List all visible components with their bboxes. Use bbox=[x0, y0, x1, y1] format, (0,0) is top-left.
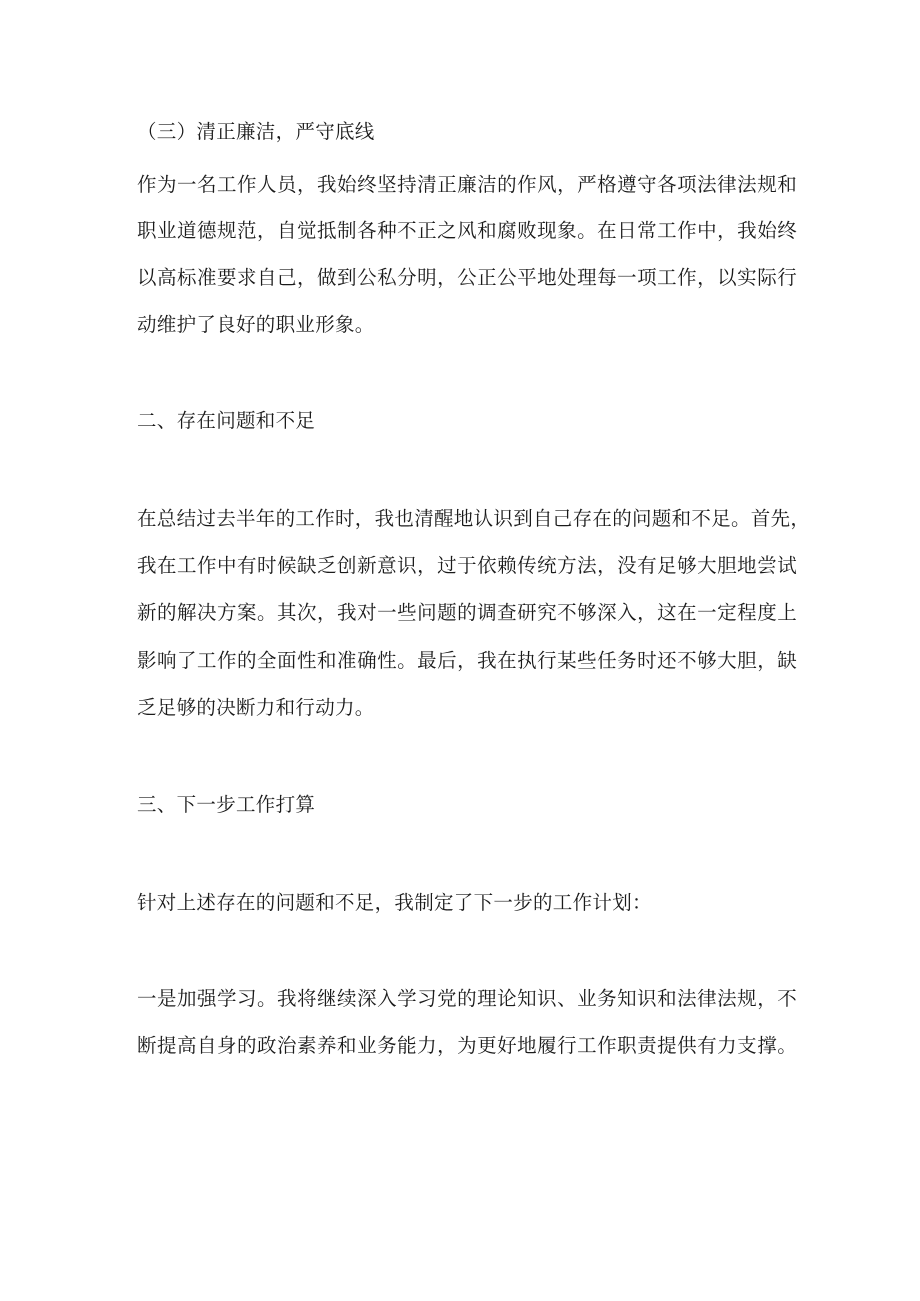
section-heading: 三、下一步工作打算 bbox=[137, 793, 316, 816]
paragraph-line: 以高标准要求自己，做到公私分明，公正公平地处理每一项工作，以实际行 bbox=[137, 266, 797, 289]
section-heading: 二、存在问题和不足 bbox=[137, 409, 316, 432]
paragraph-line: 一是加强学习。我将继续深入学习党的理论知识、业务知识和法律法规，不 bbox=[137, 987, 797, 1010]
paragraph-line: 作为一名工作人员，我始终坚持清正廉洁的作风，严格遵守各项法律法规和 bbox=[137, 173, 797, 196]
paragraph-line: 在总结过去半年的工作时，我也清醒地认识到自己存在的问题和不足。首先， bbox=[137, 507, 811, 530]
paragraph-line: 断提高自身的政治素养和业务能力，为更好地履行工作职责提供有力支撑。 bbox=[137, 1034, 797, 1057]
paragraph-line: 我在工作中有时候缺乏创新意识，过于依赖传统方法，没有足够大胆地尝试 bbox=[137, 554, 797, 577]
paragraph-line: 动维护了良好的职业形象。 bbox=[137, 313, 375, 336]
paragraph-line: 针对上述存在的问题和不足，我制定了下一步的工作计划： bbox=[137, 891, 652, 914]
paragraph-line: 新的解决方案。其次，我对一些问题的调查研究不够深入，这在一定程度上 bbox=[137, 601, 797, 624]
paragraph-line: 乏足够的决断力和行动力。 bbox=[137, 696, 375, 719]
paragraph-line: 影响了工作的全面性和准确性。最后，我在执行某些任务时还不够大胆，缺 bbox=[137, 649, 797, 672]
paragraph-line: 职业道德规范，自觉抵制各种不正之风和腐败现象。在日常工作中，我始终 bbox=[137, 219, 797, 242]
subsection-heading: （三）清正廉洁，严守底线 bbox=[137, 120, 375, 143]
